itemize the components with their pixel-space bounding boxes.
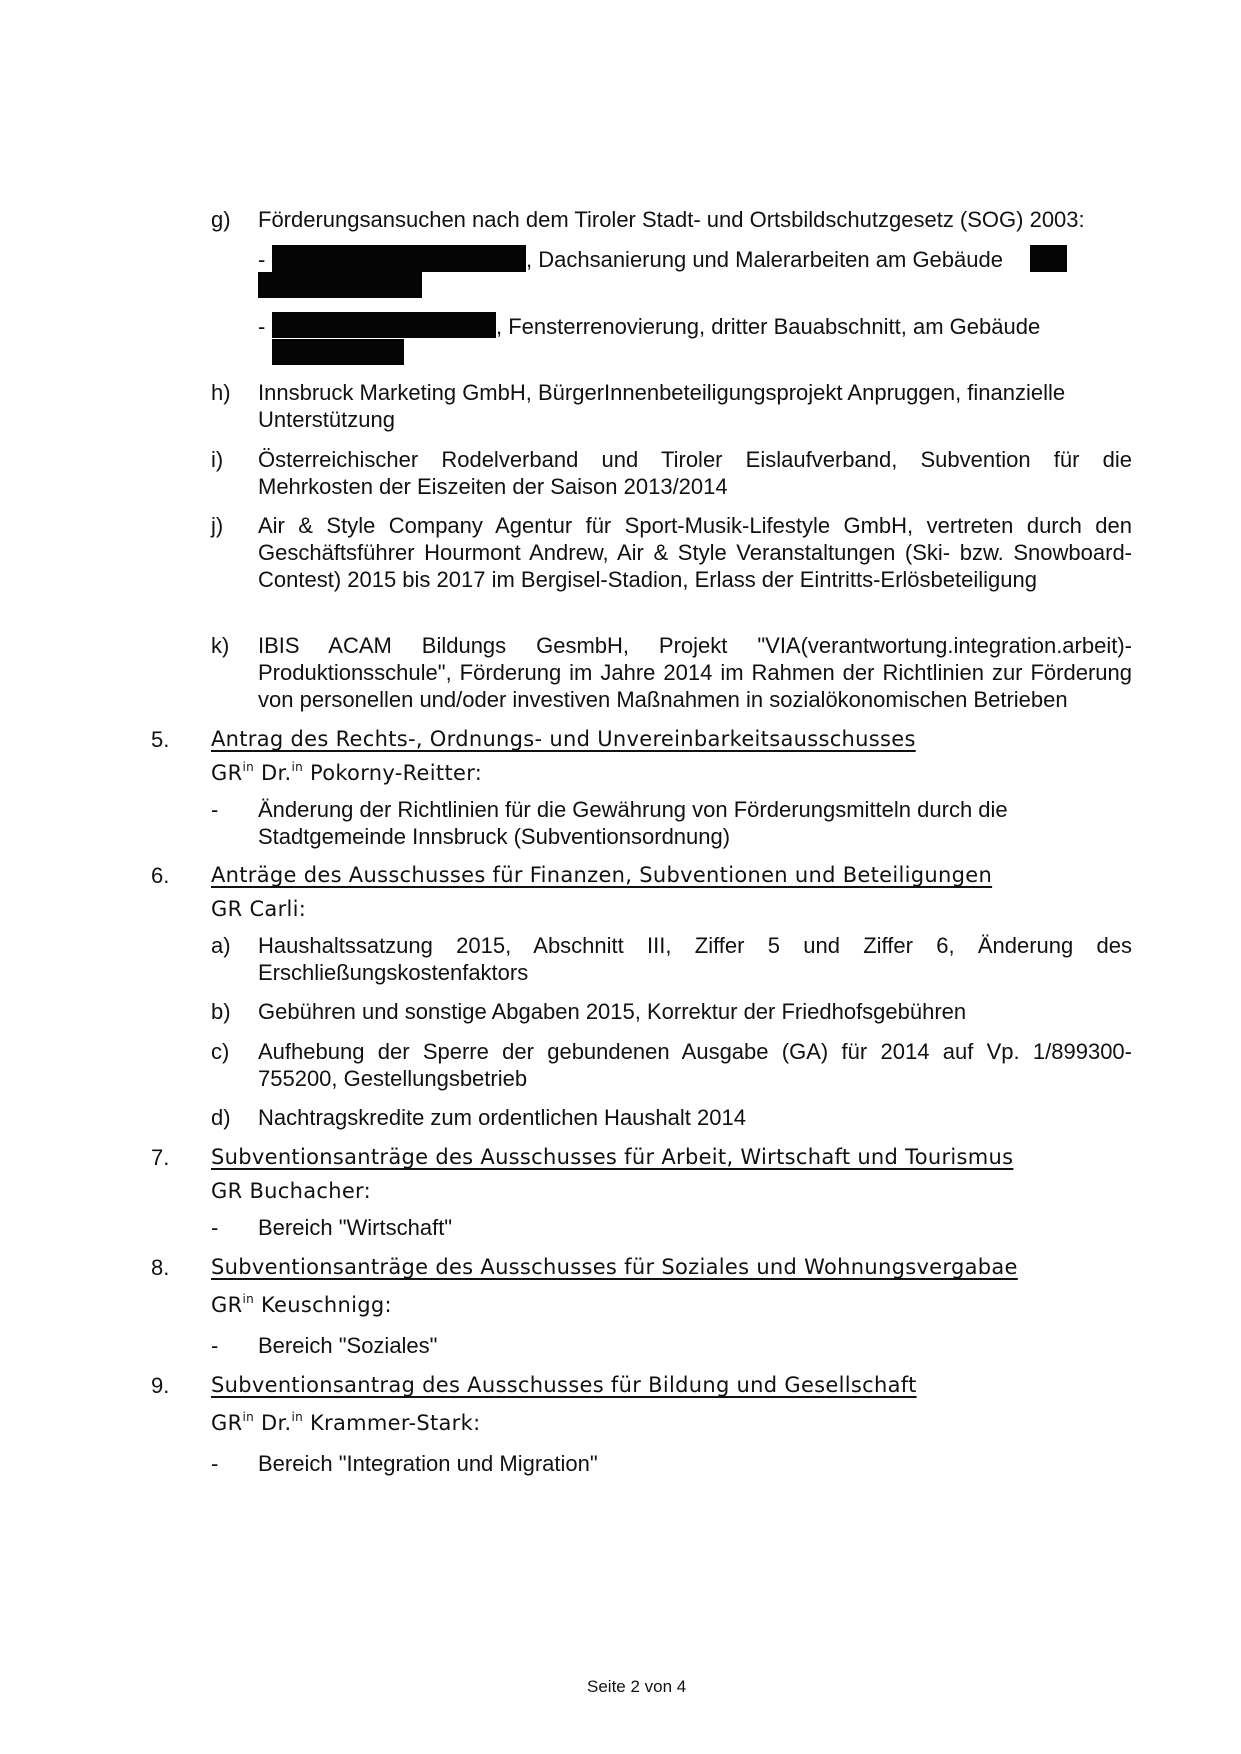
section-number: 8. — [151, 1255, 170, 1280]
section-heading: Antrag des Rechts-, Ordnungs- und Unvereinbarkeitsausschusses — [211, 727, 916, 751]
redaction-block — [272, 312, 496, 338]
item-label-h: h) — [211, 380, 231, 405]
item-text-d: Nachtragskredite zum ordentlichen Haushalt 2014 — [258, 1105, 746, 1130]
redaction-block — [272, 245, 526, 272]
speaker-line: GR Carli: — [211, 897, 307, 921]
speaker-name: Krammer-Stark: — [303, 1411, 481, 1435]
item-label-j: j) — [211, 513, 224, 538]
section-number: 7. — [151, 1145, 170, 1170]
item-text-i: Österreichischer Rodelverband und Tiroler Eislaufverband, Subvention für die Mehrkosten der Eiszeiten der Saison 2013/2014 — [258, 447, 1132, 499]
speaker-degree: Dr. — [254, 761, 292, 785]
speaker-title-sup: in — [242, 760, 255, 774]
speaker-line: GR Buchacher: — [211, 1179, 371, 1203]
item-label-k: k) — [211, 633, 230, 658]
speaker-degree: Dr. — [254, 1411, 292, 1435]
speaker-line — [211, 1292, 392, 1319]
speaker-title-sup: in — [242, 1410, 255, 1424]
section-number: 6. — [151, 863, 170, 888]
item-label-c: c) — [211, 1039, 230, 1064]
list-dash: - — [211, 797, 219, 822]
sog-subitem-1-dash: - — [258, 247, 266, 272]
sog-subitem-2-dash: - — [258, 314, 266, 339]
list-dash: - — [211, 1451, 219, 1476]
item-text-a: Haushaltssatzung 2015, Abschnitt III, Ziffer 5 und Ziffer 6, Änderung des Erschließungskostenfaktors — [258, 933, 1132, 985]
section-number: 9. — [151, 1373, 170, 1398]
item-label-i: i) — [211, 447, 224, 472]
section-item-text: Bereich "Soziales" — [258, 1333, 438, 1358]
sog-subitem-2-text: , Fensterrenovierung, dritter Bauabschnitt, am Gebäude — [496, 314, 1041, 339]
item-text-k: IBIS ACAM Bildungs GesmbH, Projekt "VIA(verantwortung.integration.arbeit)-Produktionsschule", Förderung im Jahre 2014 im Rahmen der Richtlinien zur Förderung von personellen und/oder investiven Maßnahmen in sozialökonomischen Betrieben — [258, 633, 1132, 712]
page-footer: Seite 2 von 4 — [587, 1677, 687, 1696]
section-heading: Subventionsanträge des Ausschusses für Arbeit, Wirtschaft und Tourismus — [211, 1145, 1014, 1169]
speaker-degree-sup: in — [291, 760, 303, 774]
item-text-g: Förderungsansuchen nach dem Tiroler Stadt- und Ortsbildschutzgesetz (SOG) 2003: — [258, 207, 1085, 232]
section-heading: Subventionsanträge des Ausschusses für Soziales und Wohnungsvergabae — [211, 1255, 1018, 1279]
speaker-name: Keuschnigg: — [254, 1293, 392, 1317]
speaker-name: Pokorny-Reitter: — [303, 761, 483, 785]
section-number: 5. — [151, 727, 170, 752]
item-label-b: b) — [211, 999, 231, 1024]
item-label-d: d) — [211, 1105, 231, 1130]
item-label-g: g) — [211, 207, 231, 232]
speaker-title: GR — [211, 761, 243, 785]
speaker-degree-sup: in — [291, 1410, 303, 1424]
item-label-a: a) — [211, 933, 231, 958]
list-dash: - — [211, 1215, 219, 1240]
speaker-title-sup: in — [242, 1292, 255, 1306]
section-item-text: Bereich "Integration und Migration" — [258, 1451, 598, 1476]
item-text-j: Air & Style Company Agentur für Sport-Musik-Lifestyle GmbH, vertreten durch den Geschäftsführer Hourmont Andrew, Air & Style Veranstaltungen (Ski- bzw. Snowboard-Contest) 2015 bis 2017 im Bergisel-Stadion, Erlass der Eintritts-Erlösbeteiligung — [258, 513, 1132, 592]
section-heading: Anträge des Ausschusses für Finanzen, Subventionen und Beteiligungen — [211, 863, 993, 887]
sog-subitem-1-text: , Dachsanierung und Malerarbeiten am Gebäude — [526, 247, 1003, 272]
section-item-text: Bereich "Wirtschaft" — [258, 1215, 453, 1240]
speaker-line — [211, 1410, 480, 1437]
item-text-b: Gebühren und sonstige Abgaben 2015, Korrektur der Friedhofsgebühren — [258, 999, 967, 1024]
redaction-block — [1030, 245, 1067, 272]
speaker-title: GR — [211, 1411, 243, 1435]
item-text-c: Aufhebung der Sperre der gebundenen Ausgabe (GA) für 2014 auf Vp. 1/899300-755200, Gestellungsbetrieb — [258, 1039, 1132, 1091]
list-dash: - — [211, 1333, 219, 1358]
speaker-line — [211, 760, 482, 787]
redaction-block — [272, 339, 404, 365]
speaker-title: GR — [211, 1293, 243, 1317]
redaction-block — [258, 272, 422, 298]
section-heading: Subventionsantrag des Ausschusses für Bildung und Gesellschaft — [211, 1373, 917, 1397]
item-text-h: Innsbruck Marketing GmbH, BürgerInnenbeteiligungsprojekt Anpruggen, finanzielle Unterstützung — [258, 380, 1066, 432]
section-item-text: Änderung der Richtlinien für die Gewährung von Förderungsmitteln durch die Stadtgemeinde Innsbruck (Subventionsordnung) — [258, 797, 1008, 849]
